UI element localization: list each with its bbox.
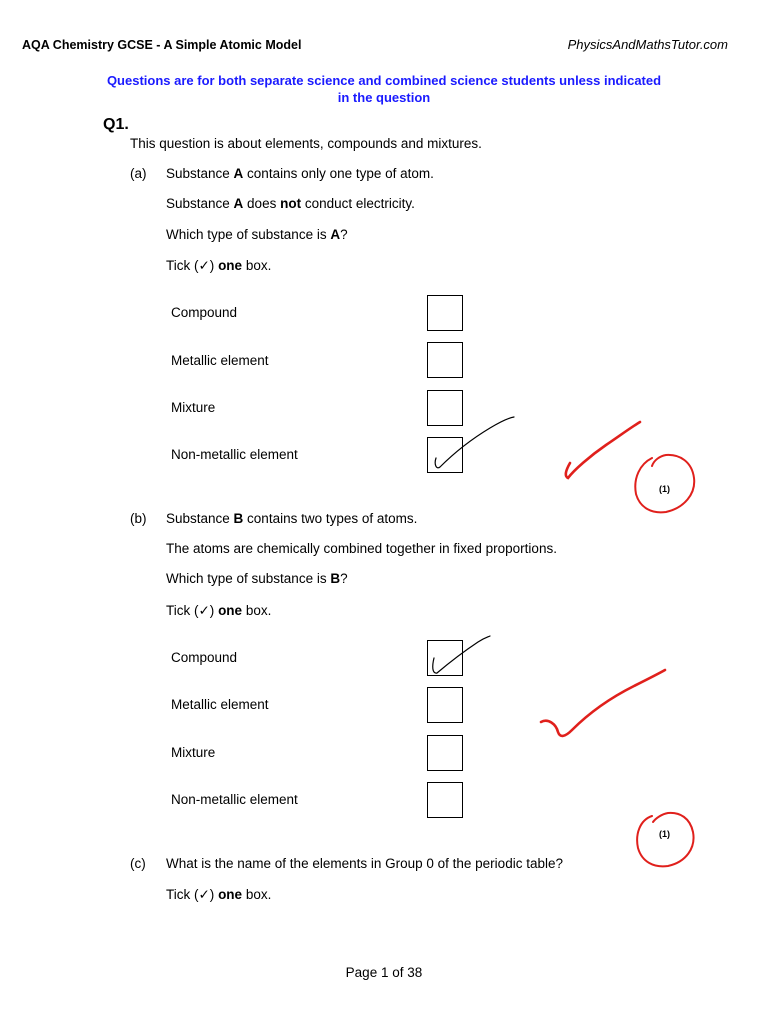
part-a-line-1: Substance A contains only one type of atom. bbox=[166, 166, 434, 181]
part-a-option-metallic-element: Metallic element bbox=[171, 353, 269, 368]
part-b-line-1: Substance B contains two types of atoms. bbox=[166, 511, 418, 526]
part-b-marks: (1) bbox=[659, 829, 670, 839]
part-b-marker-tick-icon bbox=[541, 670, 665, 736]
part-b-option-compound: Compound bbox=[171, 650, 238, 665]
intro-line-2: in the question bbox=[337, 90, 431, 105]
part-a-option-non-metallic-element: Non-metallic element bbox=[171, 447, 298, 462]
page-total: 38 bbox=[407, 965, 423, 980]
part-b-line-3: Which type of substance is B? bbox=[166, 571, 348, 586]
page-label: Page bbox=[345, 965, 378, 980]
question-stem: This question is about elements, compounds and mixtures. bbox=[130, 136, 482, 151]
part-a-line-3: Which type of substance is A? bbox=[166, 227, 348, 242]
part-b-marks-circle-icon bbox=[637, 813, 693, 866]
part-b-tick-instruction: Tick (✓) one box. bbox=[166, 603, 272, 618]
part-c-label: (c) bbox=[130, 856, 146, 871]
part-a-option-compound: Compound bbox=[171, 305, 238, 320]
part-b-line-2: The atoms are chemically combined together in fixed proportions. bbox=[166, 541, 557, 556]
part-c-line-1: What is the name of the elements in Group 0 of the periodic table? bbox=[166, 856, 563, 871]
part-a-marks: (1) bbox=[659, 484, 670, 494]
part-a-tick-instruction: Tick (✓) one box. bbox=[166, 258, 272, 273]
part-c-tick-instruction: Tick (✓) one box. bbox=[166, 887, 272, 902]
page-number: 1 bbox=[380, 965, 389, 980]
document-title: AQA Chemistry GCSE - A Simple Atomic Model bbox=[22, 38, 302, 52]
part-b-pen-tick-icon bbox=[433, 636, 490, 673]
part-a-option-mixture: Mixture bbox=[171, 400, 216, 415]
part-a-marks-circle-icon bbox=[635, 455, 694, 512]
part-a-marker-tick-icon bbox=[566, 422, 640, 478]
part-a-line-2: Substance A does not conduct electricity. bbox=[166, 196, 415, 211]
part-a-pen-tick-icon bbox=[435, 417, 514, 468]
question-number: Q1. bbox=[103, 116, 129, 133]
intro-line-1: Questions are for both separate science and combined science students unless indicated bbox=[106, 73, 662, 88]
page-of-label: of bbox=[392, 965, 404, 980]
part-a-label: (a) bbox=[130, 166, 147, 181]
part-b-option-metallic-element: Metallic element bbox=[171, 697, 269, 712]
part-b-option-non-metallic-element: Non-metallic element bbox=[171, 792, 298, 807]
site-name: PhysicsAndMathsTutor.com bbox=[567, 37, 728, 52]
part-b-option-mixture: Mixture bbox=[171, 745, 216, 760]
part-b-label: (b) bbox=[130, 511, 147, 526]
